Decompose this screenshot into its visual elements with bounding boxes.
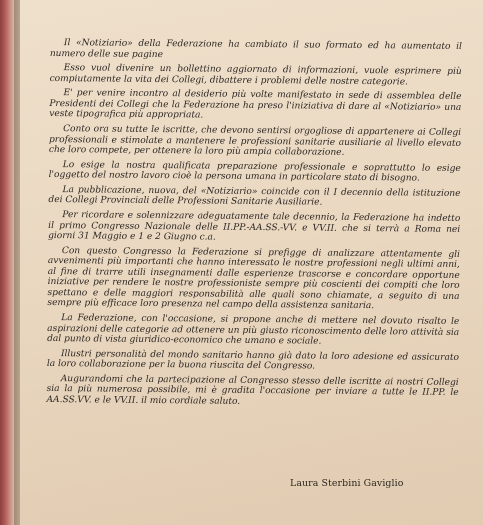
paragraph-10: Illustri personalità del mondo sanitario hanno già dato la loro adesione ed assicurato la loro collaborazione per la buona riuscita del Congresso. — [46, 348, 459, 372]
document-page — [20, 0, 483, 525]
paragraph-8: Con questo Congresso la Federazione si prefigge di analizzare attentamente gli avvenimenti più importanti che hanno interessato le nostre professioni negli ultimi anni, al fine di trarre utili insegnamenti dalle esperienze trascorse e concordare opportune iniziative per rendere le nostre professioniste sempre più coscienti dei compiti che loro spettano e delle maggiori responsabilità alle quali sono chiamate, a seguito di una sempre più efficace loro presenza nel campo della assistenza sanitaria. — [47, 245, 460, 312]
paragraph-6: La pubblicazione, nuova, del «Notiziario» coincide con il I decennio della istituzione dei Collegi Provinciali delle Professioni Sanitarie Ausiliarie. — [48, 185, 461, 209]
paragraph-7: Per ricordare e solennizzare adeguatamente tale decennio, la Federazione ha indetto il primo Congresso Nazionale delle II.PP.-AA.SS.-VV. e VV.II. che si terrà a Roma nei giorni 31 Maggio e 1 e 2 Giugno c.a. — [48, 210, 461, 243]
paragraph-3: E' per venire incontro al desiderio più volte manifestato in sede di assemblea delle Presidenti dei Collegi che la Federazione ha preso l'iniziativa di dare al «Notiziario» una veste tipografica più appropriata. — [49, 88, 462, 121]
paragraph-5: Lo esige la nostra qualificata preparazione professionale e soprattutto lo esige l'oggetto del nostro lavoro cioè la persona umana in particolare stato di bisogno. — [48, 159, 461, 184]
paragraph-11: Augurandomi che la partecipazione al Congresso stesso delle iscritte ai nostri Collegi sia la più numerosa possibile, mi è gradita l'occasione per inviare a tutte le II.PP. le AA.SS.VV. e le VV.II. il mio cordiale saluto. — [46, 373, 459, 407]
paragraph-2: Esso vuol divenire un bollettino aggiornato di informazioni, vuole esprimere più compiutamente la vita dei Collegi, dibattere i problemi delle nostre categorie. — [49, 63, 462, 88]
article-body — [46, 38, 462, 414]
paragraph-9: La Federazione, con l'occasione, si propone anche di mettere nel dovuto risalto le aspirazioni delle categorie ad ottenere un più giusto riconoscimento delle loro attività sia dal punto di vista giuridico-economico che umano e sociale. — [47, 313, 460, 347]
paragraph-4: Conto ora su tutte le iscritte, che devono sentirsi orgogliose di appartenere ai Collegi professionali e stimolate a mantenere le professioni sanitarie ausiliarie al livello elevato che loro compete, per ottenere la loro più ampia collaborazione. — [48, 124, 462, 158]
book-spine-edge — [0, 0, 14, 525]
paragraph-1: Il «Notiziario» della Federazione ha cambiato il suo formato ed ha aumentato il numero delle sue pagine — [49, 38, 462, 60]
signature: Laura Sterbini Gaviglio — [290, 478, 404, 489]
